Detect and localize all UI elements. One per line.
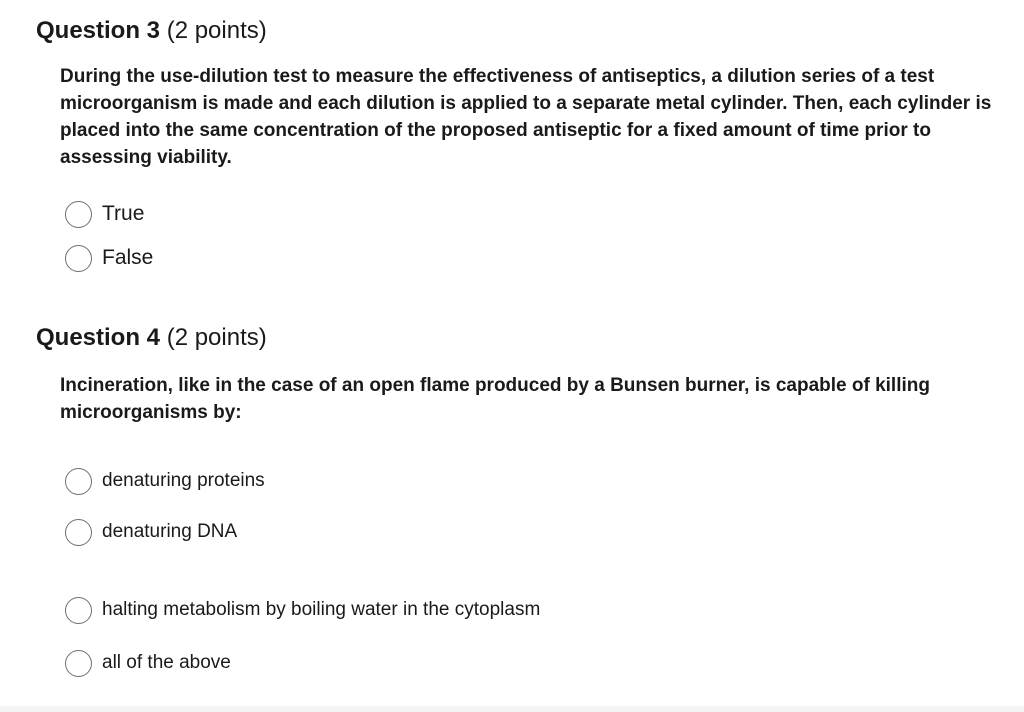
- option-label: denaturing DNA: [102, 521, 238, 542]
- option-denaturing-dna[interactable]: [65, 517, 237, 547]
- question-4-text: Incineration, like in the case of an open flame produced by a Bunsen burner, is capable of killing microorganisms by:: [60, 375, 930, 423]
- question-3-text: During the use-dilution test to measure the effectiveness of antiseptics, a dilution series of a test microorganism is made and each dilution is applied to a separate metal cylinder. Then, each cylinder is placed into the same concentration of the proposed antiseptic for a fixed amount of time prior to assessing viability.: [60, 66, 992, 168]
- option-label: True: [102, 202, 145, 225]
- option-label: all of the above: [102, 652, 231, 673]
- radio-button[interactable]: [65, 201, 92, 228]
- radio-button[interactable]: [65, 597, 92, 624]
- question-3-header: [36, 16, 267, 46]
- radio-button[interactable]: [65, 650, 92, 677]
- option-denaturing-proteins[interactable]: [65, 466, 265, 496]
- radio-button[interactable]: [65, 468, 92, 495]
- radio-button[interactable]: [65, 245, 92, 272]
- question-4-header: [36, 323, 267, 353]
- question-points: (2 points): [166, 324, 267, 351]
- question-title: Question 3: [36, 17, 161, 44]
- option-label: halting metabolism by boiling water in the cytoplasm: [102, 599, 541, 620]
- question-title: Question 4: [36, 324, 161, 351]
- option-label: denaturing proteins: [102, 470, 265, 491]
- question-points: (2 points): [166, 17, 267, 44]
- option-label: False: [102, 246, 154, 269]
- option-all-of-the-above[interactable]: [65, 648, 231, 678]
- bottom-divider: [0, 706, 1024, 712]
- radio-button[interactable]: [65, 519, 92, 546]
- option-halting-metabolism[interactable]: [65, 595, 540, 625]
- option-false[interactable]: [65, 243, 153, 273]
- option-true[interactable]: [65, 199, 144, 229]
